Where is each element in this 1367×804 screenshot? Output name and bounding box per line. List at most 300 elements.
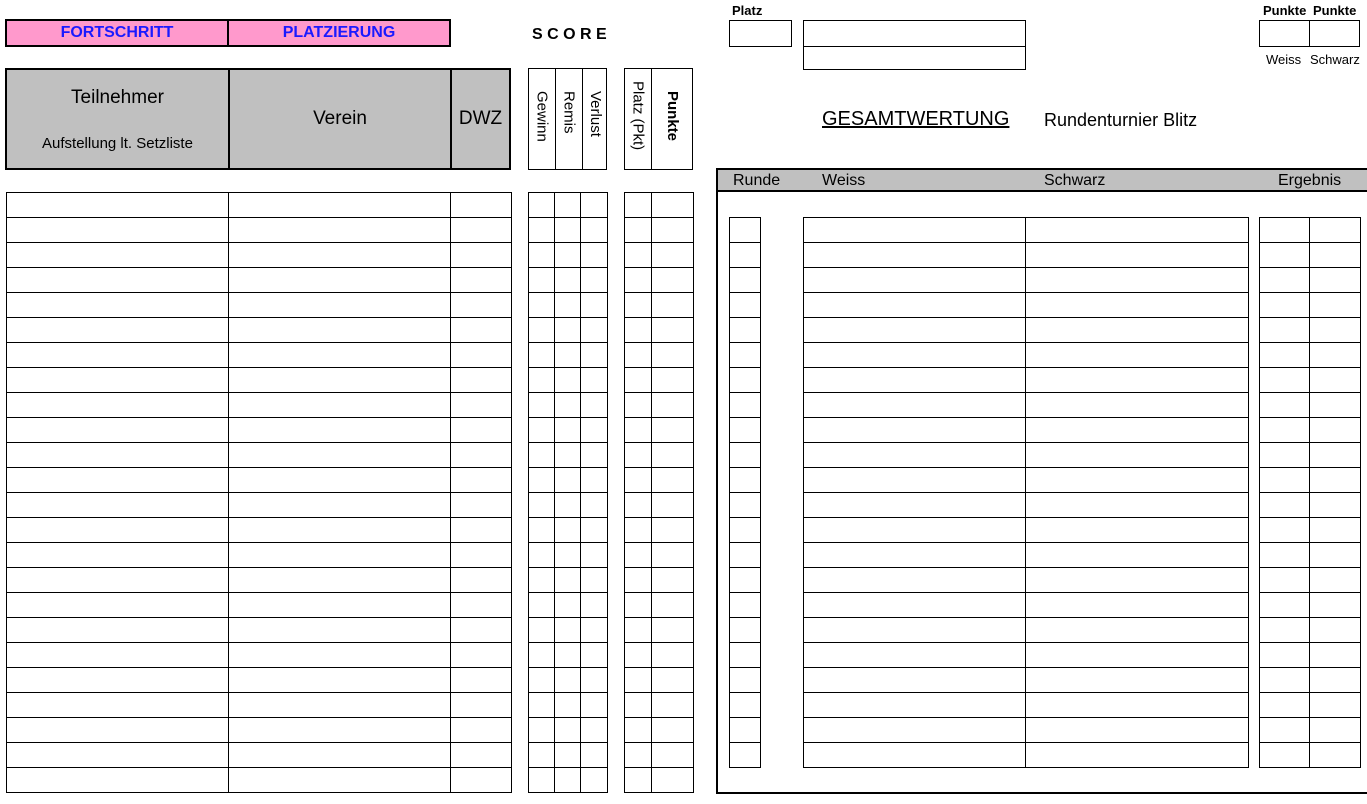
participant-row-cell[interactable] xyxy=(451,418,512,443)
points-row-cell[interactable] xyxy=(652,718,694,743)
score-row-cell[interactable] xyxy=(529,293,555,318)
ergebnis-row-cell[interactable] xyxy=(1260,443,1310,468)
score-row-cell[interactable] xyxy=(581,343,608,368)
participant-row-cell[interactable] xyxy=(229,543,451,568)
points-row-cell[interactable] xyxy=(625,443,652,468)
participant-row-cell[interactable] xyxy=(229,393,451,418)
ergebnis-row-cell[interactable] xyxy=(1310,343,1361,368)
score-row-cell[interactable] xyxy=(555,693,581,718)
score-row-cell[interactable] xyxy=(581,768,608,793)
points-row-cell[interactable] xyxy=(652,693,694,718)
participant-row-cell[interactable] xyxy=(229,593,451,618)
points-row-cell[interactable] xyxy=(652,218,694,243)
runde-row-cell[interactable] xyxy=(730,368,761,393)
participant-row-cell[interactable] xyxy=(7,618,229,643)
pairing-row-cell[interactable] xyxy=(1026,418,1249,443)
score-row-cell[interactable] xyxy=(581,718,608,743)
pairing-row-cell[interactable] xyxy=(1026,493,1249,518)
score-row-cell[interactable] xyxy=(581,493,608,518)
participant-row-cell[interactable] xyxy=(7,718,229,743)
score-row-cell[interactable] xyxy=(581,318,608,343)
runde-row-cell[interactable] xyxy=(730,393,761,418)
points-row-cell[interactable] xyxy=(652,543,694,568)
participant-row-cell[interactable] xyxy=(229,218,451,243)
participant-row-cell[interactable] xyxy=(451,193,512,218)
points-row-cell[interactable] xyxy=(652,268,694,293)
points-row-cell[interactable] xyxy=(652,568,694,593)
score-row-cell[interactable] xyxy=(555,768,581,793)
participant-row-cell[interactable] xyxy=(229,418,451,443)
pairing-row-cell[interactable] xyxy=(1026,268,1249,293)
ergebnis-row-cell[interactable] xyxy=(1310,493,1361,518)
score-row-cell[interactable] xyxy=(529,693,555,718)
points-row-cell[interactable] xyxy=(625,768,652,793)
name-box-top[interactable] xyxy=(803,20,1026,47)
pairing-row-cell[interactable] xyxy=(1026,368,1249,393)
ergebnis-row-cell[interactable] xyxy=(1260,268,1310,293)
score-row-cell[interactable] xyxy=(581,293,608,318)
score-row-cell[interactable] xyxy=(581,443,608,468)
points-row-cell[interactable] xyxy=(625,393,652,418)
points-row-cell[interactable] xyxy=(625,593,652,618)
points-row-cell[interactable] xyxy=(652,593,694,618)
score-row-cell[interactable] xyxy=(555,418,581,443)
runde-row-cell[interactable] xyxy=(730,643,761,668)
participant-row-cell[interactable] xyxy=(229,193,451,218)
pairing-row-cell[interactable] xyxy=(804,718,1026,743)
score-row-cell[interactable] xyxy=(581,568,608,593)
runde-row-cell[interactable] xyxy=(730,718,761,743)
ergebnis-row-cell[interactable] xyxy=(1260,243,1310,268)
points-row-cell[interactable] xyxy=(625,518,652,543)
runde-row-cell[interactable] xyxy=(730,293,761,318)
runde-row-cell[interactable] xyxy=(730,568,761,593)
score-row-cell[interactable] xyxy=(581,668,608,693)
ergebnis-row-cell[interactable] xyxy=(1310,743,1361,768)
pairing-row-cell[interactable] xyxy=(804,618,1026,643)
points-row-cell[interactable] xyxy=(652,768,694,793)
pairing-row-cell[interactable] xyxy=(804,493,1026,518)
pairing-row-cell[interactable] xyxy=(804,518,1026,543)
participant-row-cell[interactable] xyxy=(451,768,512,793)
score-row-cell[interactable] xyxy=(529,418,555,443)
points-row-cell[interactable] xyxy=(625,218,652,243)
runde-row-cell[interactable] xyxy=(730,343,761,368)
ergebnis-row-cell[interactable] xyxy=(1310,643,1361,668)
ergebnis-row-cell[interactable] xyxy=(1310,218,1361,243)
score-row-cell[interactable] xyxy=(555,343,581,368)
score-row-cell[interactable] xyxy=(555,218,581,243)
ergebnis-row-cell[interactable] xyxy=(1310,568,1361,593)
pairing-row-cell[interactable] xyxy=(1026,393,1249,418)
pairing-row-cell[interactable] xyxy=(1026,618,1249,643)
score-row-cell[interactable] xyxy=(555,243,581,268)
score-row-cell[interactable] xyxy=(581,593,608,618)
ergebnis-row-cell[interactable] xyxy=(1310,593,1361,618)
pairing-row-cell[interactable] xyxy=(804,318,1026,343)
participant-row-cell[interactable] xyxy=(229,618,451,643)
pairing-row-cell[interactable] xyxy=(1026,218,1249,243)
participant-row-cell[interactable] xyxy=(7,368,229,393)
ergebnis-row-cell[interactable] xyxy=(1260,693,1310,718)
score-row-cell[interactable] xyxy=(555,668,581,693)
score-row-cell[interactable] xyxy=(529,368,555,393)
points-row-cell[interactable] xyxy=(625,468,652,493)
score-row-cell[interactable] xyxy=(529,218,555,243)
pairing-row-cell[interactable] xyxy=(1026,343,1249,368)
pairing-row-cell[interactable] xyxy=(804,268,1026,293)
participant-row-cell[interactable] xyxy=(451,318,512,343)
runde-row-cell[interactable] xyxy=(730,318,761,343)
participant-row-cell[interactable] xyxy=(451,343,512,368)
score-row-cell[interactable] xyxy=(555,618,581,643)
score-row-cell[interactable] xyxy=(581,243,608,268)
points-row-cell[interactable] xyxy=(652,468,694,493)
score-row-cell[interactable] xyxy=(555,718,581,743)
score-row-cell[interactable] xyxy=(529,668,555,693)
pairing-row-cell[interactable] xyxy=(1026,668,1249,693)
participant-row-cell[interactable] xyxy=(7,493,229,518)
ergebnis-row-cell[interactable] xyxy=(1260,218,1310,243)
pairing-row-cell[interactable] xyxy=(1026,293,1249,318)
points-row-cell[interactable] xyxy=(625,418,652,443)
participant-row-cell[interactable] xyxy=(7,743,229,768)
participant-row-cell[interactable] xyxy=(229,668,451,693)
participant-row-cell[interactable] xyxy=(7,343,229,368)
points-row-cell[interactable] xyxy=(625,318,652,343)
score-row-cell[interactable] xyxy=(555,643,581,668)
ergebnis-row-cell[interactable] xyxy=(1260,618,1310,643)
participant-row-cell[interactable] xyxy=(7,693,229,718)
participant-row-cell[interactable] xyxy=(7,643,229,668)
participant-row-cell[interactable] xyxy=(7,593,229,618)
ergebnis-row-cell[interactable] xyxy=(1260,318,1310,343)
score-row-cell[interactable] xyxy=(581,418,608,443)
ergebnis-row-cell[interactable] xyxy=(1260,743,1310,768)
participant-row-cell[interactable] xyxy=(7,468,229,493)
points-row-cell[interactable] xyxy=(625,493,652,518)
score-row-cell[interactable] xyxy=(555,293,581,318)
participant-row-cell[interactable] xyxy=(7,218,229,243)
participant-row-cell[interactable] xyxy=(229,743,451,768)
participant-row-cell[interactable] xyxy=(229,443,451,468)
score-row-cell[interactable] xyxy=(529,743,555,768)
score-row-cell[interactable] xyxy=(529,518,555,543)
score-row-cell[interactable] xyxy=(529,768,555,793)
runde-row-cell[interactable] xyxy=(730,518,761,543)
points-row-cell[interactable] xyxy=(625,568,652,593)
participant-row-cell[interactable] xyxy=(7,768,229,793)
pairing-row-cell[interactable] xyxy=(1026,468,1249,493)
pairing-row-cell[interactable] xyxy=(804,293,1026,318)
participant-row-cell[interactable] xyxy=(451,268,512,293)
ergebnis-row-cell[interactable] xyxy=(1260,718,1310,743)
participant-row-cell[interactable] xyxy=(229,768,451,793)
participant-row-cell[interactable] xyxy=(7,318,229,343)
participant-row-cell[interactable] xyxy=(451,368,512,393)
participant-row-cell[interactable] xyxy=(229,468,451,493)
score-row-cell[interactable] xyxy=(581,268,608,293)
score-row-cell[interactable] xyxy=(555,493,581,518)
participant-row-cell[interactable] xyxy=(229,243,451,268)
pairing-row-cell[interactable] xyxy=(1026,718,1249,743)
ergebnis-row-cell[interactable] xyxy=(1310,693,1361,718)
ergebnis-row-cell[interactable] xyxy=(1310,718,1361,743)
score-row-cell[interactable] xyxy=(581,643,608,668)
participant-row-cell[interactable] xyxy=(229,643,451,668)
points-row-cell[interactable] xyxy=(652,443,694,468)
punkte-schwarz-box[interactable] xyxy=(1309,20,1360,47)
score-row-cell[interactable] xyxy=(529,393,555,418)
ergebnis-row-cell[interactable] xyxy=(1310,293,1361,318)
pairing-row-cell[interactable] xyxy=(804,368,1026,393)
points-row-cell[interactable] xyxy=(625,643,652,668)
score-row-cell[interactable] xyxy=(529,243,555,268)
ergebnis-row-cell[interactable] xyxy=(1260,293,1310,318)
runde-row-cell[interactable] xyxy=(730,543,761,568)
points-row-cell[interactable] xyxy=(652,368,694,393)
score-row-cell[interactable] xyxy=(581,618,608,643)
runde-row-cell[interactable] xyxy=(730,593,761,618)
participant-row-cell[interactable] xyxy=(7,193,229,218)
points-row-cell[interactable] xyxy=(625,743,652,768)
participant-row-cell[interactable] xyxy=(229,518,451,543)
points-row-cell[interactable] xyxy=(625,693,652,718)
score-row-cell[interactable] xyxy=(555,518,581,543)
pairing-row-cell[interactable] xyxy=(804,743,1026,768)
ergebnis-row-cell[interactable] xyxy=(1260,518,1310,543)
runde-row-cell[interactable] xyxy=(730,243,761,268)
score-row-cell[interactable] xyxy=(529,618,555,643)
participant-row-cell[interactable] xyxy=(229,693,451,718)
pairing-row-cell[interactable] xyxy=(804,418,1026,443)
participant-row-cell[interactable] xyxy=(229,293,451,318)
pairing-row-cell[interactable] xyxy=(804,693,1026,718)
participant-row-cell[interactable] xyxy=(229,368,451,393)
participant-row-cell[interactable] xyxy=(451,493,512,518)
participant-row-cell[interactable] xyxy=(451,618,512,643)
ergebnis-row-cell[interactable] xyxy=(1260,468,1310,493)
pairing-row-cell[interactable] xyxy=(804,218,1026,243)
score-row-cell[interactable] xyxy=(529,193,555,218)
runde-row-cell[interactable] xyxy=(730,418,761,443)
score-row-cell[interactable] xyxy=(555,393,581,418)
ergebnis-row-cell[interactable] xyxy=(1310,243,1361,268)
participant-row-cell[interactable] xyxy=(451,393,512,418)
score-row-cell[interactable] xyxy=(581,393,608,418)
pairing-row-cell[interactable] xyxy=(804,643,1026,668)
ergebnis-row-cell[interactable] xyxy=(1260,593,1310,618)
ergebnis-row-cell[interactable] xyxy=(1310,668,1361,693)
participant-row-cell[interactable] xyxy=(7,243,229,268)
runde-row-cell[interactable] xyxy=(730,468,761,493)
participant-row-cell[interactable] xyxy=(7,543,229,568)
ergebnis-row-cell[interactable] xyxy=(1310,518,1361,543)
platzierung-button[interactable]: PLATZIERUNG xyxy=(227,19,451,47)
ergebnis-row-cell[interactable] xyxy=(1260,418,1310,443)
runde-row-cell[interactable] xyxy=(730,493,761,518)
score-row-cell[interactable] xyxy=(581,743,608,768)
participant-row-cell[interactable] xyxy=(451,518,512,543)
participant-row-cell[interactable] xyxy=(451,668,512,693)
ergebnis-row-cell[interactable] xyxy=(1310,318,1361,343)
score-row-cell[interactable] xyxy=(529,318,555,343)
pairing-row-cell[interactable] xyxy=(1026,568,1249,593)
ergebnis-row-cell[interactable] xyxy=(1310,468,1361,493)
participant-row-cell[interactable] xyxy=(229,268,451,293)
runde-row-cell[interactable] xyxy=(730,268,761,293)
platz-box[interactable] xyxy=(729,20,792,47)
participant-row-cell[interactable] xyxy=(451,643,512,668)
participant-row-cell[interactable] xyxy=(7,268,229,293)
points-row-cell[interactable] xyxy=(625,343,652,368)
participant-row-cell[interactable] xyxy=(7,293,229,318)
points-row-cell[interactable] xyxy=(652,318,694,343)
points-row-cell[interactable] xyxy=(625,668,652,693)
points-row-cell[interactable] xyxy=(652,418,694,443)
score-row-cell[interactable] xyxy=(581,468,608,493)
score-row-cell[interactable] xyxy=(529,493,555,518)
score-row-cell[interactable] xyxy=(555,568,581,593)
participant-row-cell[interactable] xyxy=(229,493,451,518)
runde-row-cell[interactable] xyxy=(730,693,761,718)
points-row-cell[interactable] xyxy=(652,293,694,318)
score-row-cell[interactable] xyxy=(555,268,581,293)
score-row-cell[interactable] xyxy=(529,568,555,593)
score-row-cell[interactable] xyxy=(529,593,555,618)
fortschritt-button[interactable]: FORTSCHRITT xyxy=(5,19,229,47)
points-row-cell[interactable] xyxy=(652,518,694,543)
score-row-cell[interactable] xyxy=(555,468,581,493)
ergebnis-row-cell[interactable] xyxy=(1310,418,1361,443)
ergebnis-row-cell[interactable] xyxy=(1260,568,1310,593)
pairing-row-cell[interactable] xyxy=(804,668,1026,693)
ergebnis-row-cell[interactable] xyxy=(1310,443,1361,468)
ergebnis-row-cell[interactable] xyxy=(1310,393,1361,418)
score-row-cell[interactable] xyxy=(581,218,608,243)
ergebnis-row-cell[interactable] xyxy=(1310,618,1361,643)
participant-row-cell[interactable] xyxy=(7,568,229,593)
points-row-cell[interactable] xyxy=(625,368,652,393)
pairing-row-cell[interactable] xyxy=(1026,443,1249,468)
participant-row-cell[interactable] xyxy=(451,693,512,718)
score-row-cell[interactable] xyxy=(529,468,555,493)
participant-row-cell[interactable] xyxy=(451,243,512,268)
pairing-row-cell[interactable] xyxy=(1026,693,1249,718)
ergebnis-row-cell[interactable] xyxy=(1260,543,1310,568)
score-row-cell[interactable] xyxy=(555,443,581,468)
score-row-cell[interactable] xyxy=(581,518,608,543)
score-row-cell[interactable] xyxy=(581,543,608,568)
participant-row-cell[interactable] xyxy=(451,568,512,593)
ergebnis-row-cell[interactable] xyxy=(1260,368,1310,393)
participant-row-cell[interactable] xyxy=(451,218,512,243)
ergebnis-row-cell[interactable] xyxy=(1260,493,1310,518)
ergebnis-row-cell[interactable] xyxy=(1260,643,1310,668)
score-row-cell[interactable] xyxy=(555,368,581,393)
pairing-row-cell[interactable] xyxy=(804,243,1026,268)
points-row-cell[interactable] xyxy=(625,193,652,218)
participant-row-cell[interactable] xyxy=(229,343,451,368)
score-row-cell[interactable] xyxy=(555,318,581,343)
name-box-bottom[interactable] xyxy=(803,46,1026,70)
pairing-row-cell[interactable] xyxy=(804,343,1026,368)
runde-row-cell[interactable] xyxy=(730,668,761,693)
score-row-cell[interactable] xyxy=(555,743,581,768)
score-row-cell[interactable] xyxy=(581,368,608,393)
points-row-cell[interactable] xyxy=(652,243,694,268)
score-row-cell[interactable] xyxy=(529,543,555,568)
ergebnis-row-cell[interactable] xyxy=(1260,343,1310,368)
participant-row-cell[interactable] xyxy=(229,568,451,593)
pairing-row-cell[interactable] xyxy=(1026,518,1249,543)
pairing-row-cell[interactable] xyxy=(804,568,1026,593)
points-row-cell[interactable] xyxy=(652,343,694,368)
ergebnis-row-cell[interactable] xyxy=(1310,368,1361,393)
runde-row-cell[interactable] xyxy=(730,618,761,643)
participant-row-cell[interactable] xyxy=(451,468,512,493)
participant-row-cell[interactable] xyxy=(451,543,512,568)
participant-row-cell[interactable] xyxy=(7,518,229,543)
points-row-cell[interactable] xyxy=(652,618,694,643)
points-row-cell[interactable] xyxy=(625,243,652,268)
participant-row-cell[interactable] xyxy=(451,593,512,618)
points-row-cell[interactable] xyxy=(625,718,652,743)
pairing-row-cell[interactable] xyxy=(804,593,1026,618)
pairing-row-cell[interactable] xyxy=(804,443,1026,468)
participant-row-cell[interactable] xyxy=(451,293,512,318)
pairing-row-cell[interactable] xyxy=(1026,643,1249,668)
pairing-row-cell[interactable] xyxy=(804,468,1026,493)
points-row-cell[interactable] xyxy=(625,618,652,643)
participant-row-cell[interactable] xyxy=(451,443,512,468)
pairing-row-cell[interactable] xyxy=(1026,543,1249,568)
participant-row-cell[interactable] xyxy=(7,393,229,418)
points-row-cell[interactable] xyxy=(625,543,652,568)
runde-row-cell[interactable] xyxy=(730,443,761,468)
score-row-cell[interactable] xyxy=(555,543,581,568)
punkte-weiss-box[interactable] xyxy=(1259,20,1310,47)
participant-row-cell[interactable] xyxy=(451,743,512,768)
pairing-row-cell[interactable] xyxy=(1026,243,1249,268)
points-row-cell[interactable] xyxy=(652,493,694,518)
points-row-cell[interactable] xyxy=(652,193,694,218)
points-row-cell[interactable] xyxy=(652,668,694,693)
points-row-cell[interactable] xyxy=(625,268,652,293)
score-row-cell[interactable] xyxy=(555,193,581,218)
participant-row-cell[interactable] xyxy=(451,718,512,743)
pairing-row-cell[interactable] xyxy=(804,393,1026,418)
participant-row-cell[interactable] xyxy=(7,418,229,443)
runde-row-cell[interactable] xyxy=(730,218,761,243)
participant-row-cell[interactable] xyxy=(7,443,229,468)
pairing-row-cell[interactable] xyxy=(1026,743,1249,768)
participant-row-cell[interactable] xyxy=(229,318,451,343)
points-row-cell[interactable] xyxy=(625,293,652,318)
runde-row-cell[interactable] xyxy=(730,743,761,768)
ergebnis-row-cell[interactable] xyxy=(1310,268,1361,293)
participant-row-cell[interactable] xyxy=(7,668,229,693)
ergebnis-row-cell[interactable] xyxy=(1260,393,1310,418)
points-row-cell[interactable] xyxy=(652,393,694,418)
score-row-cell[interactable] xyxy=(529,443,555,468)
ergebnis-row-cell[interactable] xyxy=(1260,668,1310,693)
pairing-row-cell[interactable] xyxy=(804,543,1026,568)
score-row-cell[interactable] xyxy=(529,718,555,743)
pairing-row-cell[interactable] xyxy=(1026,318,1249,343)
participant-row-cell[interactable] xyxy=(229,718,451,743)
ergebnis-row-cell[interactable] xyxy=(1310,543,1361,568)
